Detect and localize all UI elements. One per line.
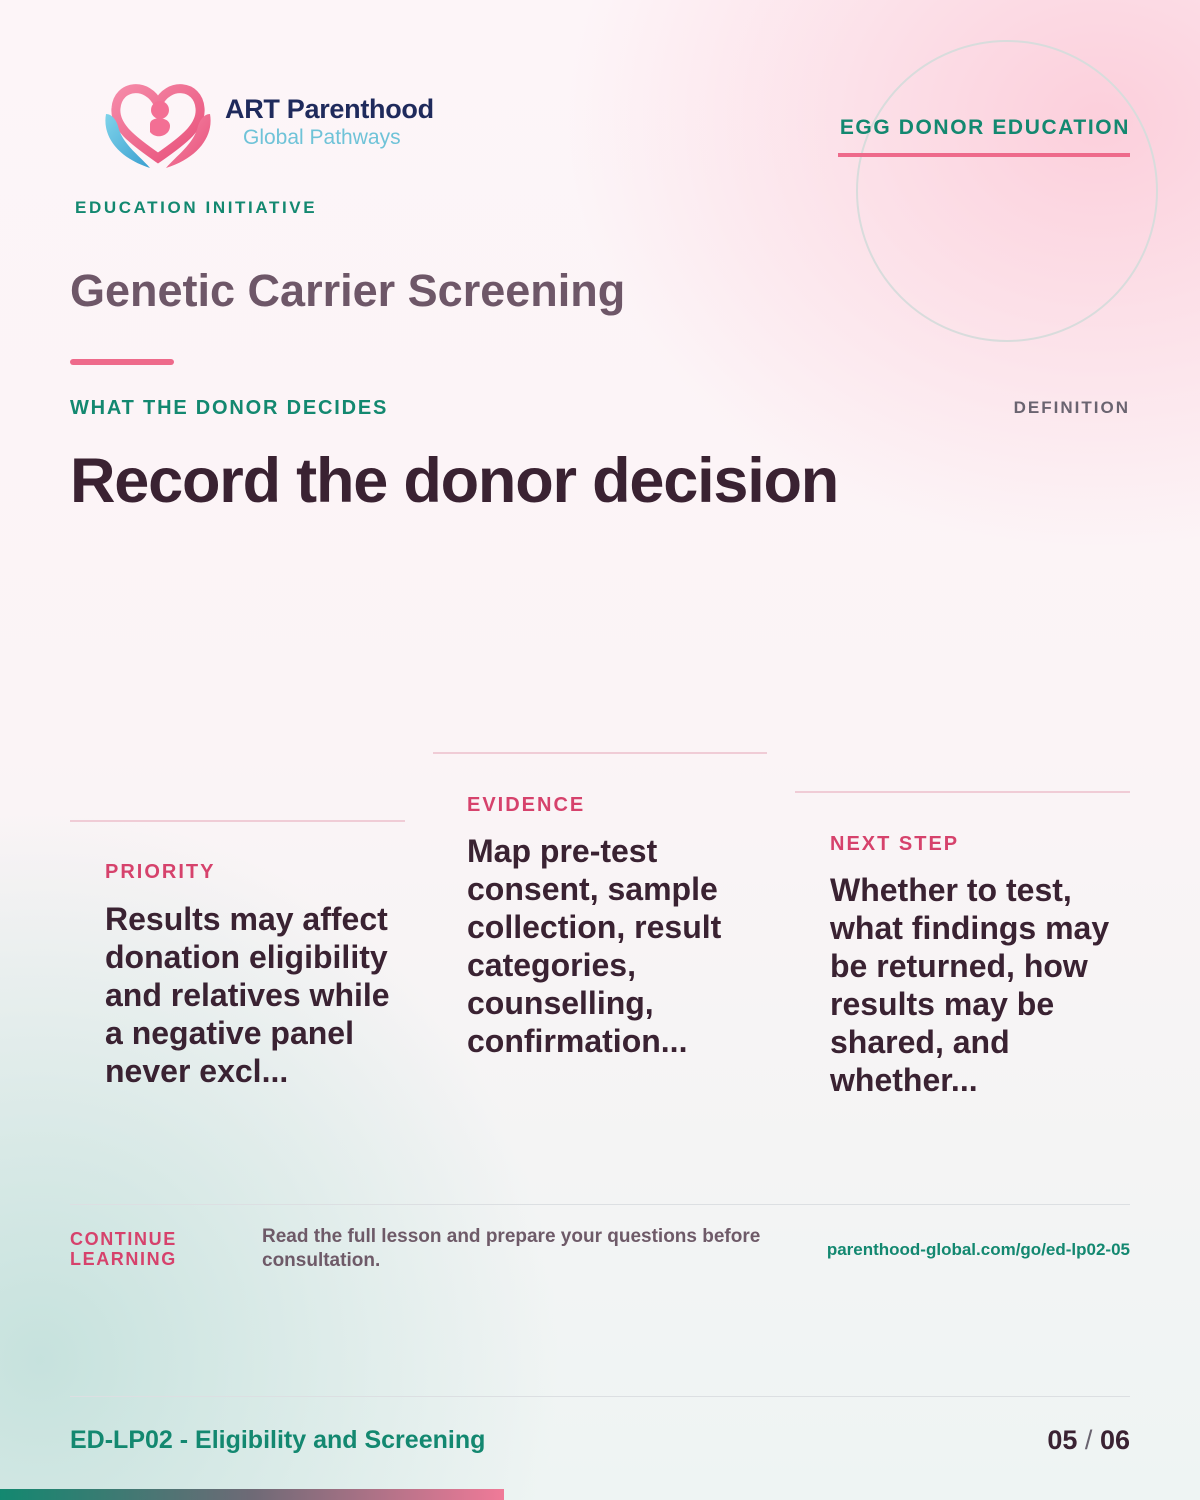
page-separator: /: [1084, 1425, 1093, 1455]
evidence-card: [433, 752, 767, 1059]
topic-title: Genetic Carrier Screening: [70, 265, 626, 316]
card-label: EVIDENCE: [467, 794, 586, 816]
card-divider: [70, 820, 405, 822]
priority-card: [70, 820, 405, 1089]
card-text: Whether to test, what findings may be returned, how results may be shared, and whether...: [830, 872, 1110, 1098]
continue-learning-label: [70, 1229, 177, 1269]
headline: Record the donor decision: [70, 446, 839, 516]
page-current: 05: [1047, 1425, 1078, 1455]
program-label: EGG DONOR EDUCATION: [839, 116, 1130, 139]
topic-accent-bar: [70, 359, 174, 365]
card-divider: [433, 752, 767, 754]
cta-label-line2: LEARNING: [70, 1249, 177, 1269]
page-total: 06: [1099, 1425, 1130, 1455]
card-label: PRIORITY: [105, 861, 216, 883]
card-divider: [795, 791, 1130, 793]
decorative-circle: [856, 40, 1158, 342]
course-label: ED-LP02 - Eligibility and Screening: [70, 1426, 486, 1454]
cta-text: Read the full lesson and prepare your questions before consultation.: [262, 1226, 761, 1271]
page-indicator: [1047, 1425, 1130, 1456]
brand-subtitle: Global Pathways: [243, 126, 401, 149]
brand-name: ART Parenthood: [225, 94, 434, 124]
lesson-link[interactable]: parenthood-global.com/go/ed-lp02-05: [826, 1240, 1130, 1259]
definition-label: DEFINITION: [1013, 398, 1130, 417]
footer-divider: [70, 1396, 1130, 1397]
card-text: Map pre-test consent, sample collection, result categories, counselling, confirmation...: [467, 833, 722, 1059]
heart-hands-baby-logo: [100, 74, 216, 174]
cta-label-line1: CONTINUE: [70, 1229, 177, 1249]
card-text: Results may affect donation eligibility and relatives while a negative panel never excl...: [105, 901, 390, 1089]
initiative-label: EDUCATION INITIATIVE: [75, 198, 318, 217]
next-step-card: [795, 791, 1130, 1098]
program-underline: [838, 153, 1130, 157]
section-label: WHAT THE DONOR DECIDES: [70, 397, 389, 419]
card-label: NEXT STEP: [830, 833, 960, 855]
divider: [70, 1204, 1130, 1205]
progress-accent-bar: [0, 1489, 504, 1500]
